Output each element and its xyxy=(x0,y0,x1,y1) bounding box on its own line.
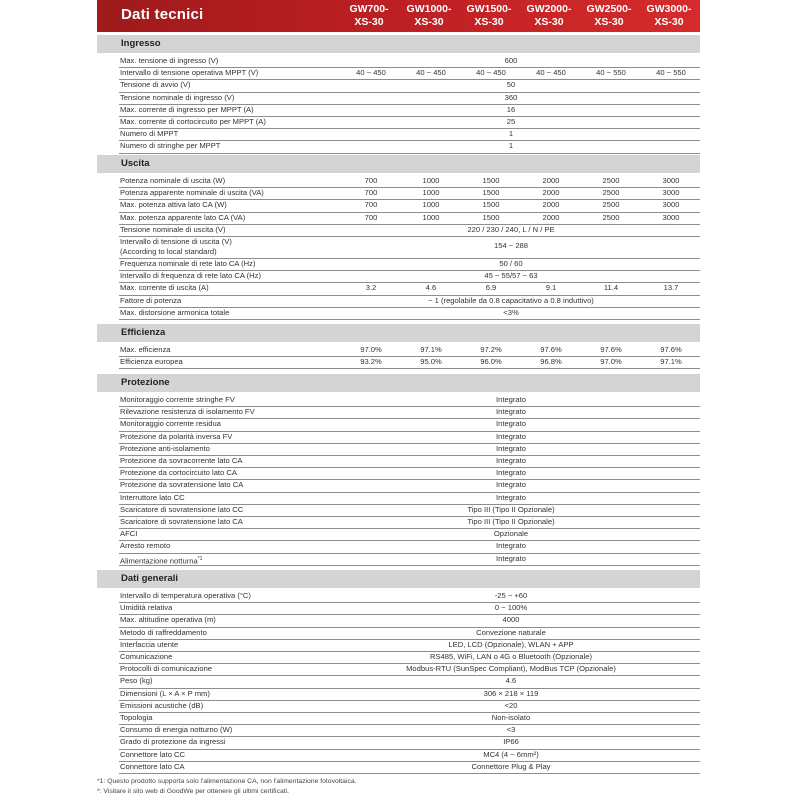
row-value: 700 xyxy=(364,188,378,198)
row-label-text: Monitoraggio corrente stringhe FV xyxy=(120,395,235,404)
row-value: 0 ~ 100% xyxy=(494,603,528,613)
row-value: 40 ~ 550 xyxy=(656,68,686,78)
section-title: Protezione xyxy=(121,377,170,388)
row-label xyxy=(120,283,209,293)
row-label-text: Max. corrente di cortocircuito per MPPT (A) xyxy=(120,117,266,126)
section-title: Dati generali xyxy=(121,573,179,584)
row-label-text: Intervallo di tensione operativa MPPT (V) xyxy=(120,68,259,78)
row-value: 2000 xyxy=(542,188,560,198)
row-label-text: Protocolli di comunicazione xyxy=(120,664,213,674)
table-row xyxy=(119,492,700,505)
row-label-text: Intervallo di tensione di uscita (V) xyxy=(120,237,232,246)
row-label xyxy=(120,176,225,186)
row-label-text: Interfaccia utente xyxy=(120,639,179,649)
row-label xyxy=(120,200,227,210)
section-header xyxy=(97,374,700,392)
row-value: 1500 xyxy=(482,176,500,185)
row-label-text: Arresto remoto xyxy=(120,541,171,551)
row-label xyxy=(120,141,220,151)
row-label-text: Consumo di energia notturno (W) xyxy=(120,725,233,735)
row-value: Integrato xyxy=(496,480,526,490)
row-label-text: Protezione da cortocircuito lato CA xyxy=(120,468,237,478)
row-value: -25 ~ +60 xyxy=(494,591,528,600)
row-value: 40 ~ 450 xyxy=(476,68,506,78)
row-value: 2000 xyxy=(542,212,560,222)
row-value: IP66 xyxy=(503,737,519,747)
row-label xyxy=(120,762,185,772)
row-label xyxy=(120,188,264,198)
row-value: Convezione naturale xyxy=(476,627,546,637)
row-label-text: Dimensioni (L × A × P mm) xyxy=(120,688,210,698)
model-header: GW2000- XS-30 xyxy=(526,3,572,28)
row-value: Integrato xyxy=(496,407,526,417)
row-value: Connettore Plug & Play xyxy=(471,761,551,771)
section-title: Uscita xyxy=(121,158,150,169)
model-header: GW700- XS-30 xyxy=(349,3,389,28)
row-value: 306 × 218 × 119 xyxy=(483,688,539,698)
row-value: RS485, WiFi, LAN o 4G o Bluetooth (Opzionale) xyxy=(429,652,593,661)
row-label xyxy=(120,541,170,551)
row-label xyxy=(120,493,185,503)
row-value: 1 xyxy=(508,129,514,139)
table-row xyxy=(119,140,700,153)
row-value: Integrato xyxy=(496,419,526,429)
row-label-text: Metodo di raffreddamento xyxy=(120,627,207,637)
row-value: 3.2 xyxy=(365,283,377,293)
row-label-text: Fattore di potenza xyxy=(120,295,182,305)
table-row xyxy=(119,627,700,640)
row-label-text: Monitoraggio corrente residua xyxy=(120,419,221,429)
row-value: 2500 xyxy=(602,188,620,198)
row-label-text: Topologia xyxy=(120,713,153,722)
row-value: 1500 xyxy=(482,200,500,210)
row-label xyxy=(120,259,256,269)
footnote: *: Visitare il sito web di GoodWe per ottenere gli ultimi certificati. xyxy=(97,788,290,795)
row-label-text: Max. corrente di uscita (A) xyxy=(120,283,209,293)
row-label xyxy=(120,689,210,699)
header-bar xyxy=(97,0,700,32)
row-value: Modbus-RTU (SunSpec Compliant), ModBus TCP (Opzionale) xyxy=(406,664,616,674)
row-value: Integrato xyxy=(496,541,526,551)
row-label xyxy=(120,93,234,103)
table-row xyxy=(119,504,700,517)
table-row xyxy=(119,761,700,774)
row-value: 16 xyxy=(506,104,516,114)
row-value: 2500 xyxy=(602,200,620,210)
table-row xyxy=(119,224,700,237)
row-value: 1000 xyxy=(422,176,440,185)
row-value: 700 xyxy=(364,176,378,185)
row-label xyxy=(120,271,261,281)
row-label-text: Potenza nominale di uscita (W) xyxy=(120,176,226,185)
row-value: 40 ~ 450 xyxy=(356,68,386,78)
row-value: 2000 xyxy=(542,200,560,210)
section-header xyxy=(97,35,700,53)
row-label xyxy=(120,68,258,78)
row-label-text: Max. potenza apparente lato CA (VA) xyxy=(120,212,246,222)
table-row xyxy=(119,479,700,492)
row-value: LED, LCD (Opzionale), WLAN + APP xyxy=(448,639,574,649)
row-value: 6.9 xyxy=(485,283,497,293)
row-value: MC4 (4 ~ 6mm²) xyxy=(483,749,539,759)
row-value: 96.8% xyxy=(540,357,562,367)
row-label-text: Protezione da sovratensione lato CA xyxy=(120,480,244,490)
table-row xyxy=(119,79,700,92)
row-label-text: Grado di protezione da ingressi xyxy=(120,737,226,747)
row-label xyxy=(120,628,207,638)
row-value: 97.6% xyxy=(660,345,682,354)
row-label-text: Protezione da sovracorrente lato CA xyxy=(120,456,243,465)
row-label-text: Tensione di avvio (V) xyxy=(120,80,191,90)
row-label xyxy=(120,480,243,490)
row-label-text: Scaricatore di sovratensione lato CA xyxy=(120,517,243,526)
row-label xyxy=(120,456,242,466)
table-row xyxy=(119,675,700,688)
row-label xyxy=(120,80,191,90)
table-row xyxy=(119,236,700,259)
row-label xyxy=(120,432,232,442)
table-row xyxy=(119,270,700,283)
row-value: 1500 xyxy=(482,212,500,222)
table-row xyxy=(119,602,700,615)
table-row xyxy=(119,187,700,200)
row-value: 3000 xyxy=(662,176,680,185)
row-label-text: Frequenza nominale di rete lato CA (Hz) xyxy=(120,259,256,268)
row-value: 1000 xyxy=(422,188,440,198)
row-value: <3% xyxy=(503,307,519,317)
row-value: Opzionale xyxy=(493,529,529,539)
row-label xyxy=(120,591,251,601)
table-row xyxy=(119,356,700,369)
row-label xyxy=(120,117,266,127)
table-row xyxy=(119,540,700,553)
row-value: 96.0% xyxy=(480,357,502,367)
row-value: 220 / 230 / 240, L / N / PE xyxy=(467,224,555,234)
table-row xyxy=(119,282,700,295)
row-value: 50 / 60 xyxy=(499,259,523,268)
row-value: 3000 xyxy=(662,200,680,210)
row-value: 97.6% xyxy=(540,345,562,354)
row-value: Tipo III (Tipo II Opzionale) xyxy=(467,504,555,514)
row-value: 3000 xyxy=(662,212,680,222)
section-title: Efficienza xyxy=(121,327,166,338)
row-value: 97.0% xyxy=(360,345,382,354)
row-value: 600 xyxy=(504,56,518,65)
row-label-text: Max. efficienza xyxy=(120,345,171,354)
row-label xyxy=(120,652,172,662)
section-header xyxy=(97,324,700,342)
row-label xyxy=(120,357,183,367)
row-label xyxy=(120,725,232,735)
row-value: 700 xyxy=(364,200,378,210)
row-label-text: Max. distorsione armonica totale xyxy=(120,307,230,317)
row-value: 97.2% xyxy=(480,345,502,354)
row-value: Integrato xyxy=(496,431,526,441)
table-row xyxy=(119,688,700,701)
row-value: Non-isolato xyxy=(491,713,531,722)
row-value: 700 xyxy=(364,212,378,222)
table-row xyxy=(119,295,700,308)
table-row xyxy=(119,67,700,80)
row-label xyxy=(120,105,254,115)
row-value: Integrato xyxy=(496,443,526,453)
row-label xyxy=(120,737,226,747)
row-value: 4.6 xyxy=(425,283,437,293)
row-value: 154 ~ 288 xyxy=(494,241,528,250)
row-value: <3 xyxy=(506,725,516,735)
row-label-text: Comunicazione xyxy=(120,652,173,661)
row-label-text: Numero di stringhe per MPPT xyxy=(120,141,221,151)
row-value: Integrato xyxy=(496,395,526,404)
row-label xyxy=(120,750,185,760)
table-row xyxy=(119,724,700,737)
table-row xyxy=(119,528,700,541)
row-value: Integrato xyxy=(496,553,526,563)
row-value: 95.0% xyxy=(420,357,442,367)
row-value: 93.2% xyxy=(360,357,382,367)
row-value: 97.6% xyxy=(600,345,622,354)
row-label-text: Rilevazione resistenza di isolamento FV xyxy=(120,407,255,417)
row-label-text: Emissioni acustiche (dB) xyxy=(120,700,204,710)
row-label xyxy=(120,395,235,405)
row-label-text: AFCI xyxy=(120,529,138,539)
row-value: 11.4 xyxy=(603,283,619,293)
row-label-text: Scaricatore di sovratensione lato CC xyxy=(120,504,244,514)
row-label-text: Max. tensione di ingresso (V) xyxy=(120,56,219,65)
row-label-text: Max. altitudine operativa (m) xyxy=(120,615,216,625)
table-row xyxy=(119,431,700,444)
row-label-text: Efficienza europea xyxy=(120,357,183,367)
row-label-text: Protezione da polarità inversa FV xyxy=(120,431,233,441)
row-value: 40 ~ 450 xyxy=(536,68,566,78)
row-label xyxy=(120,444,210,454)
row-value: <20 xyxy=(504,700,518,710)
row-label xyxy=(120,296,181,306)
row-label xyxy=(120,554,202,567)
row-label xyxy=(120,468,237,478)
row-label xyxy=(120,345,171,355)
row-label xyxy=(120,664,212,674)
table-row xyxy=(119,700,700,713)
row-label xyxy=(120,603,172,613)
table-row xyxy=(119,212,700,225)
row-value: 1000 xyxy=(422,212,440,222)
row-label-text: Protezione anti-isolamento xyxy=(120,443,210,453)
row-label xyxy=(120,225,226,235)
table-row xyxy=(119,736,700,749)
row-label xyxy=(120,419,221,429)
row-value: Tipo III (Tipo II Opzionale) xyxy=(467,517,555,526)
row-value: 360 xyxy=(504,92,518,102)
row-label-text: Connettore lato CC xyxy=(120,749,186,759)
row-label xyxy=(120,517,243,527)
table-row xyxy=(119,307,700,320)
row-label xyxy=(120,56,218,66)
row-value: 4000 xyxy=(502,615,520,625)
table-row xyxy=(119,467,700,480)
row-label-text: Potenza apparente nominale di uscita (VA) xyxy=(120,188,264,198)
row-label xyxy=(120,529,137,539)
table-row xyxy=(119,406,700,419)
table-row xyxy=(119,104,700,117)
row-value: 2000 xyxy=(542,176,560,185)
table-row xyxy=(119,663,700,676)
row-label-text: Max. potenza attiva lato CA (W) xyxy=(120,200,227,210)
row-value: 1 xyxy=(508,141,514,151)
model-header: GW1500- XS-30 xyxy=(466,3,512,28)
row-label-text: Intervallo di temperatura operativa (°C) xyxy=(120,591,251,600)
footnote: *1: Questo prodotto supporta solo l'alimentazione CA, non l'alimentazione fotovoltaica. xyxy=(97,778,357,785)
row-value: 97.1% xyxy=(420,345,442,354)
row-label-note: (According to local standard) xyxy=(120,247,217,256)
row-label xyxy=(120,640,178,650)
row-value: 2500 xyxy=(602,176,620,185)
row-value: 40 ~ 550 xyxy=(596,68,626,78)
row-value: Integrato xyxy=(496,468,526,478)
row-value: ~ 1 (regolabile da 0.8 capacitativo a 0.8 induttivo) xyxy=(428,295,594,305)
table-row xyxy=(119,749,700,762)
section-title: Ingresso xyxy=(121,38,161,49)
table-row xyxy=(119,92,700,105)
row-label xyxy=(120,129,178,139)
model-header: GW2500- XS-30 xyxy=(586,3,632,28)
table-row xyxy=(119,418,700,431)
row-value: 4.6 xyxy=(505,676,517,686)
row-label-text: Interruttore lato CC xyxy=(120,492,185,502)
row-value: 50 xyxy=(506,80,516,90)
table-row xyxy=(119,199,700,212)
table-row xyxy=(119,639,700,652)
row-value: Integrato xyxy=(496,456,526,465)
model-header: GW3000- XS-30 xyxy=(646,3,692,28)
footnote-marker: *1 xyxy=(197,555,203,562)
row-label-text: Alimentazione notturna xyxy=(120,556,198,566)
row-value: 9.1 xyxy=(545,283,557,293)
row-label xyxy=(120,713,153,723)
table-row xyxy=(119,128,700,141)
row-value: 25 xyxy=(506,117,516,126)
row-label xyxy=(120,237,232,257)
row-value: 45 ~ 55/57 ~ 63 xyxy=(484,271,538,281)
row-label-text: Max. corrente di ingresso per MPPT (A) xyxy=(120,104,254,114)
row-value: 1500 xyxy=(482,188,500,198)
row-label-text: Connettore lato CA xyxy=(120,761,185,771)
row-label-text: Peso (kg) xyxy=(120,676,153,686)
section-header xyxy=(97,155,700,173)
row-value: 1000 xyxy=(422,200,440,210)
model-header: GW1000- XS-30 xyxy=(406,3,452,28)
row-value: 40 ~ 450 xyxy=(416,68,446,78)
row-value: 97.0% xyxy=(600,357,622,367)
table-row xyxy=(119,553,700,566)
page-title: Dati tecnici xyxy=(121,6,204,23)
row-label-text: Intervallo di frequenza di rete lato CA (Hz) xyxy=(120,271,261,281)
row-label xyxy=(120,308,229,318)
row-value: Integrato xyxy=(496,492,526,502)
row-label xyxy=(120,505,243,515)
row-label xyxy=(120,701,203,711)
row-label xyxy=(120,676,153,686)
row-label xyxy=(120,615,216,625)
row-value: 97.1% xyxy=(660,357,682,367)
row-value: 2500 xyxy=(602,212,620,222)
row-label-text: Numero di MPPT xyxy=(120,129,179,139)
row-label-text: Tensione nominale di uscita (V) xyxy=(120,224,226,234)
row-label xyxy=(120,407,255,417)
section-header xyxy=(97,570,700,588)
row-label-text: Umidità relativa xyxy=(120,603,173,613)
row-value: 3000 xyxy=(662,188,680,198)
row-label xyxy=(120,213,245,223)
table-row xyxy=(119,614,700,627)
table-row xyxy=(119,443,700,456)
row-label-text: Tensione nominale di ingresso (V) xyxy=(120,92,235,102)
row-value: 13.7 xyxy=(663,283,679,293)
